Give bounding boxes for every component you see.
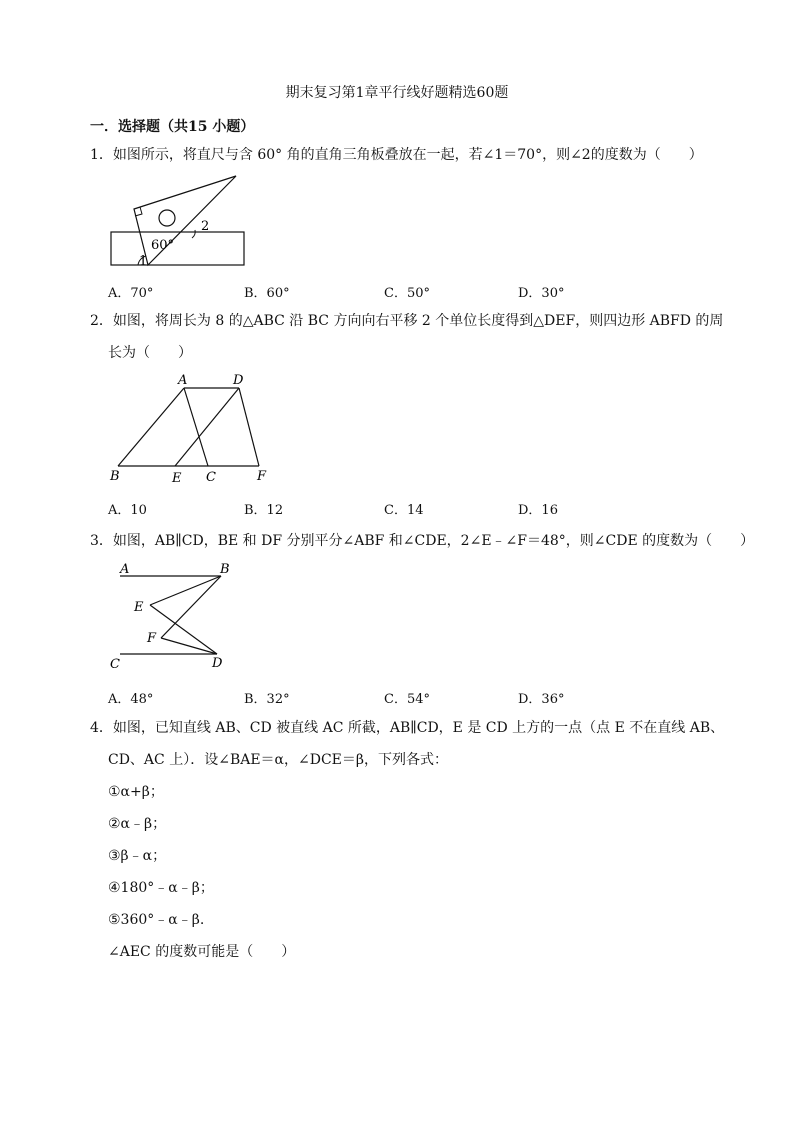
point-f-label: F [147,631,157,646]
section-heading: 一．选择题（共15 小题） [90,119,255,135]
question-1-text: 1．如图所示，将直尺与含 60° 角的直角三角板叠放在一起，若∠1＝70°，则∠2的度数为（ ） [90,147,703,163]
question-4-text-line2: CD、AC 上）．设∠BAE＝α，∠DCE＝β，下列各式： [108,752,448,768]
point-c-label: C [110,657,120,672]
point-b-label: B [220,562,230,577]
point-b-label: B [110,469,120,484]
question-2-text-line2: 长为（ ） [108,345,192,361]
angle-60-label: 60° [151,238,175,253]
angle-1-label: 1 [139,254,148,269]
point-f-label: F [257,469,267,484]
q2-option-b: B．12 [244,503,284,518]
ruler [111,232,244,265]
point-d-label: D [233,373,244,388]
q2-option-a: A．10 [108,503,147,518]
q4-item-4: ④180°﹣α﹣β； [108,880,214,896]
question-1-figure [108,172,250,270]
q3-option-d: D．36° [518,692,565,707]
q2-option-c: C．14 [384,503,424,518]
set-square [134,176,236,265]
q4-item-1: ①α+β； [108,784,164,800]
point-e-label: E [172,471,182,486]
q1-option-d: D．30° [518,286,565,301]
q2-option-d: D．16 [518,503,558,518]
q3-option-b: B．32° [244,692,290,707]
point-a-label: A [178,373,188,388]
q1-option-c: C．50° [384,286,430,301]
q1-option-b: B．60° [244,286,290,301]
question-4-prompt: ∠AEC 的度数可能是（ ） [108,944,296,960]
q3-option-a: A．48° [108,692,154,707]
question-3-figure [106,558,236,674]
angle-2-label: 2 [201,219,210,234]
question-4-text-line1: 4．如图，已知直线 AB、CD 被直线 AC 所截，AB∥CD，E 是 CD 上方的一点（点 E 不在直线 AB、 [90,720,725,736]
question-2-text-line1: 2．如图，将周长为 8 的△ABC 沿 BC 方向向右平移 2 个单位长度得到△DEF，则四边形 ABFD 的周 [90,313,724,329]
point-d-label: D [212,656,223,671]
q3-option-c: C．54° [384,692,430,707]
q4-item-3: ③β﹣α； [108,848,167,864]
set-square-hole [159,210,175,226]
question-2-figure [106,370,276,488]
point-a-label: A [120,562,130,577]
point-c-label: C [206,470,216,485]
q1-option-a: A．70° [108,286,154,301]
page-title: 期末复习第1章平行线好题精选60题 [285,85,509,101]
question-3-text: 3．如图，AB∥CD，BE 和 DF 分别平分∠ABF 和∠CDE，2∠E﹣∠F＝48°，则∠CDE 的度数为（ ） [90,533,755,549]
q4-item-5: ⑤360°﹣α﹣β. [108,912,205,928]
q4-item-2: ②α﹣β； [108,816,167,832]
point-e-label: E [134,600,144,615]
angle-2-arc [192,230,195,238]
